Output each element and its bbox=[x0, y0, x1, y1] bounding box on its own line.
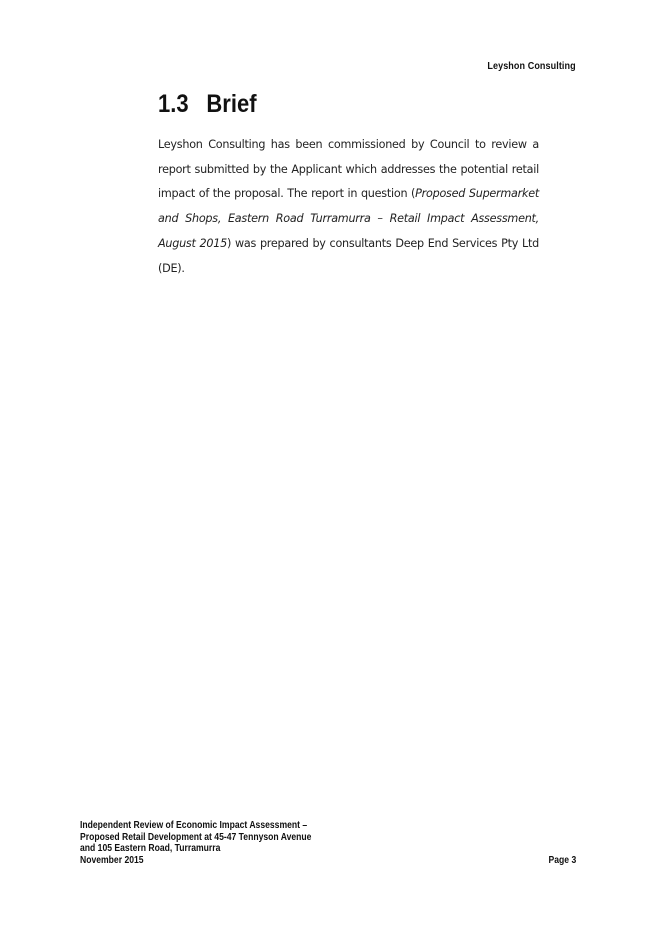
page-number: Page 3 bbox=[548, 855, 576, 866]
footer-line-2: Proposed Retail Development at 45-47 Tennyson Avenue bbox=[80, 831, 312, 843]
footer-line-3: and 105 Eastern Road, Turramurra bbox=[80, 843, 221, 855]
footer-line-1: Independent Review of Economic Impact Assessment – bbox=[80, 820, 308, 831]
header-company-name: Leyshon Consulting bbox=[487, 60, 576, 72]
section-title: Brief bbox=[206, 90, 257, 118]
report-title: Proposed Supermarket and Shops, Eastern Road Turramurra – Retail Impact Assessment, August 2015 bbox=[158, 187, 540, 250]
section-number: 1.3 bbox=[158, 90, 189, 118]
section-heading bbox=[158, 89, 257, 119]
body-text-part-1: Leyshon Consulting has been commissioned by Council to review a report submitted by the Applicant which addresses the potential retail impact of the proposal. The report in question ( bbox=[158, 138, 539, 201]
footer-document-info bbox=[80, 820, 311, 866]
body-text-part-2: ) was prepared by consultants Deep End Services Pty Ltd (DE). bbox=[158, 236, 539, 275]
footer-line-4: November 2015 bbox=[80, 854, 144, 866]
body-paragraph bbox=[158, 133, 539, 281]
